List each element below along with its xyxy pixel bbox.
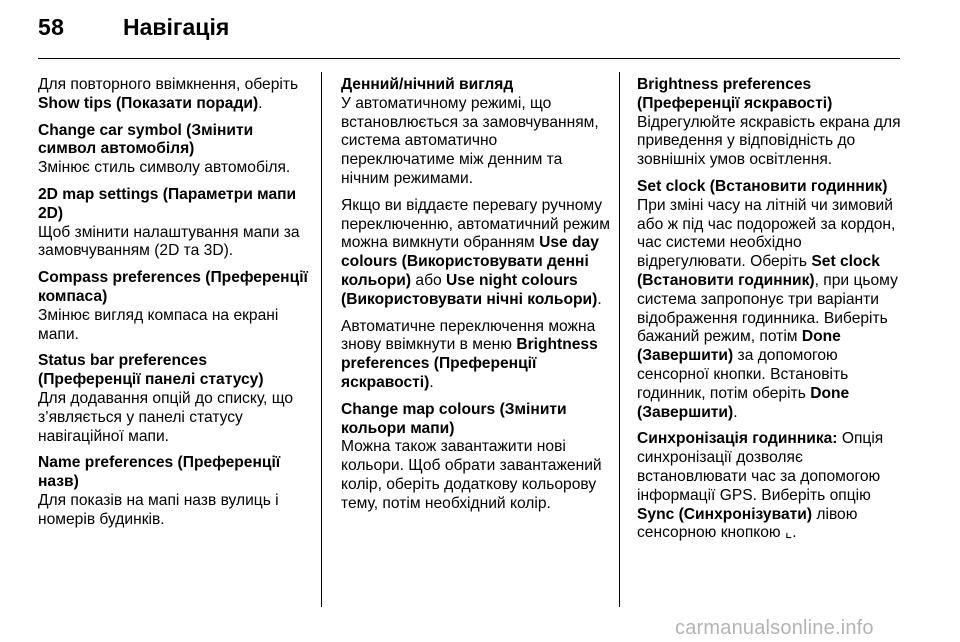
option-heading: Brightness preferences (Преференції яскравості) <box>637 76 833 112</box>
option-heading: Синхронізація годинника: <box>637 430 838 448</box>
paragraph: Для повторного ввімкнення, оберіть Show tips (Показати поради). <box>38 76 299 112</box>
paragraph <box>637 76 912 170</box>
option-description: Змінює вигляд компаса на екрані мапи. <box>38 306 279 343</box>
paragraph <box>341 401 611 514</box>
option-description: Змінює стиль символу автомобіля. <box>38 159 291 177</box>
option-heading: Денний/нічний вигляд <box>341 76 514 93</box>
paragraph: Set clock (Встановити годинник) При зміні часу на літній чи зимовий або ж під час подорожей за кордон, час системи необхідно відрегулювати. Оберіть Set clock (Встановити годинник), при цьому система запропонує три варіанти відображення годинника. Виберіть бажаний режим, потім Done (Завершити) за допомогою сенсорної кнопки. Встановіть годинник, потім оберіть Done (Завершити). <box>637 177 898 421</box>
option-description: Для показів на мапі назв вулиць і номерів будинків. <box>38 491 279 528</box>
column-2 <box>341 76 611 522</box>
option-description: Відрегулюйте яскравість екрана для приведення у відповідність до зовнішніх умов освітлення. <box>637 113 901 169</box>
menu-option: Use night colours (Використовувати нічні кольори) <box>341 271 598 308</box>
section-title: Навігація <box>123 14 230 40</box>
column-divider <box>321 72 322 607</box>
menu-option: Set clock (Встановити годинник) <box>637 253 880 289</box>
menu-option: Use day colours (Використовувати денні кольори) <box>341 234 599 289</box>
page-number: 58 <box>38 14 65 40</box>
option-heading: 2D map settings (Параметри мапи 2D) <box>38 185 297 222</box>
paragraph: Синхронізація годинника: Опція синхронізації дозволяє встановлювати час за допомогою інформації GPS. Виберіть опцію Sync (Синхронізувати) лівою сенсорною кнопкою ⌞. <box>637 430 884 542</box>
option-description: Можна також завантажити нові кольори. Щоб обрати завантажений колір, оберіть додаткову кольорову тему, потім необхідний колір. <box>341 438 602 512</box>
menu-option: Done (Завершити) <box>637 384 850 421</box>
paragraph <box>38 454 308 529</box>
paragraph: Якщо ви віддаєте перевагу ручному переключенню, автоматичний режим можна вимкнути обранням Use day colours (Використовувати денні кольори) або Use night colours (Використовувати нічні кольори). <box>341 196 610 308</box>
paragraph <box>38 269 308 344</box>
option-heading: Change map colours (Змінити кольори мапи) <box>341 400 567 437</box>
paragraph <box>38 186 308 261</box>
menu-option: Sync (Синхронізувати) <box>637 505 813 523</box>
paragraph: Автоматичне переключення можна знову ввімкнути в меню Brightness preferences (Преференції яскравості). <box>341 317 598 391</box>
option-heading: Change car symbol (Змінити символ автомобіля) <box>38 121 254 158</box>
option-heading: Name preferences (Преференції назв) <box>38 454 281 491</box>
watermark: carmanualsonline.info <box>675 617 874 639</box>
column-divider <box>619 72 620 607</box>
option-heading: Set clock (Встановити годинник) <box>637 177 888 195</box>
column-1 <box>38 76 308 538</box>
paragraph <box>38 122 308 178</box>
header-rule <box>38 58 900 59</box>
menu-option: Done (Завершити) <box>637 328 841 365</box>
option-description: Для додавання опцій до списку, що з’являється у панелі статусу навігаційної мапи. <box>38 389 294 445</box>
column-3 <box>637 76 912 551</box>
option-heading: Compass preferences (Преференції компаса) <box>38 269 308 305</box>
menu-option: Brightness preferences (Преференції яскравості) <box>341 336 598 391</box>
paragraph <box>341 76 611 189</box>
option-heading: Status bar preferences (Преференції панелі статусу) <box>38 352 264 389</box>
paragraph <box>38 352 308 446</box>
left-softkey-icon: ⌞ <box>784 524 793 542</box>
option-description: У автоматичному режимі, що встановлюється за замовчуванням, система автоматично переключатиме між денним та нічним режимами. <box>341 94 599 187</box>
menu-option: Show tips (Показати поради) <box>38 94 259 112</box>
option-description: Щоб змінити налаштування мапи за замовчуванням (2D та 3D). <box>38 223 300 260</box>
